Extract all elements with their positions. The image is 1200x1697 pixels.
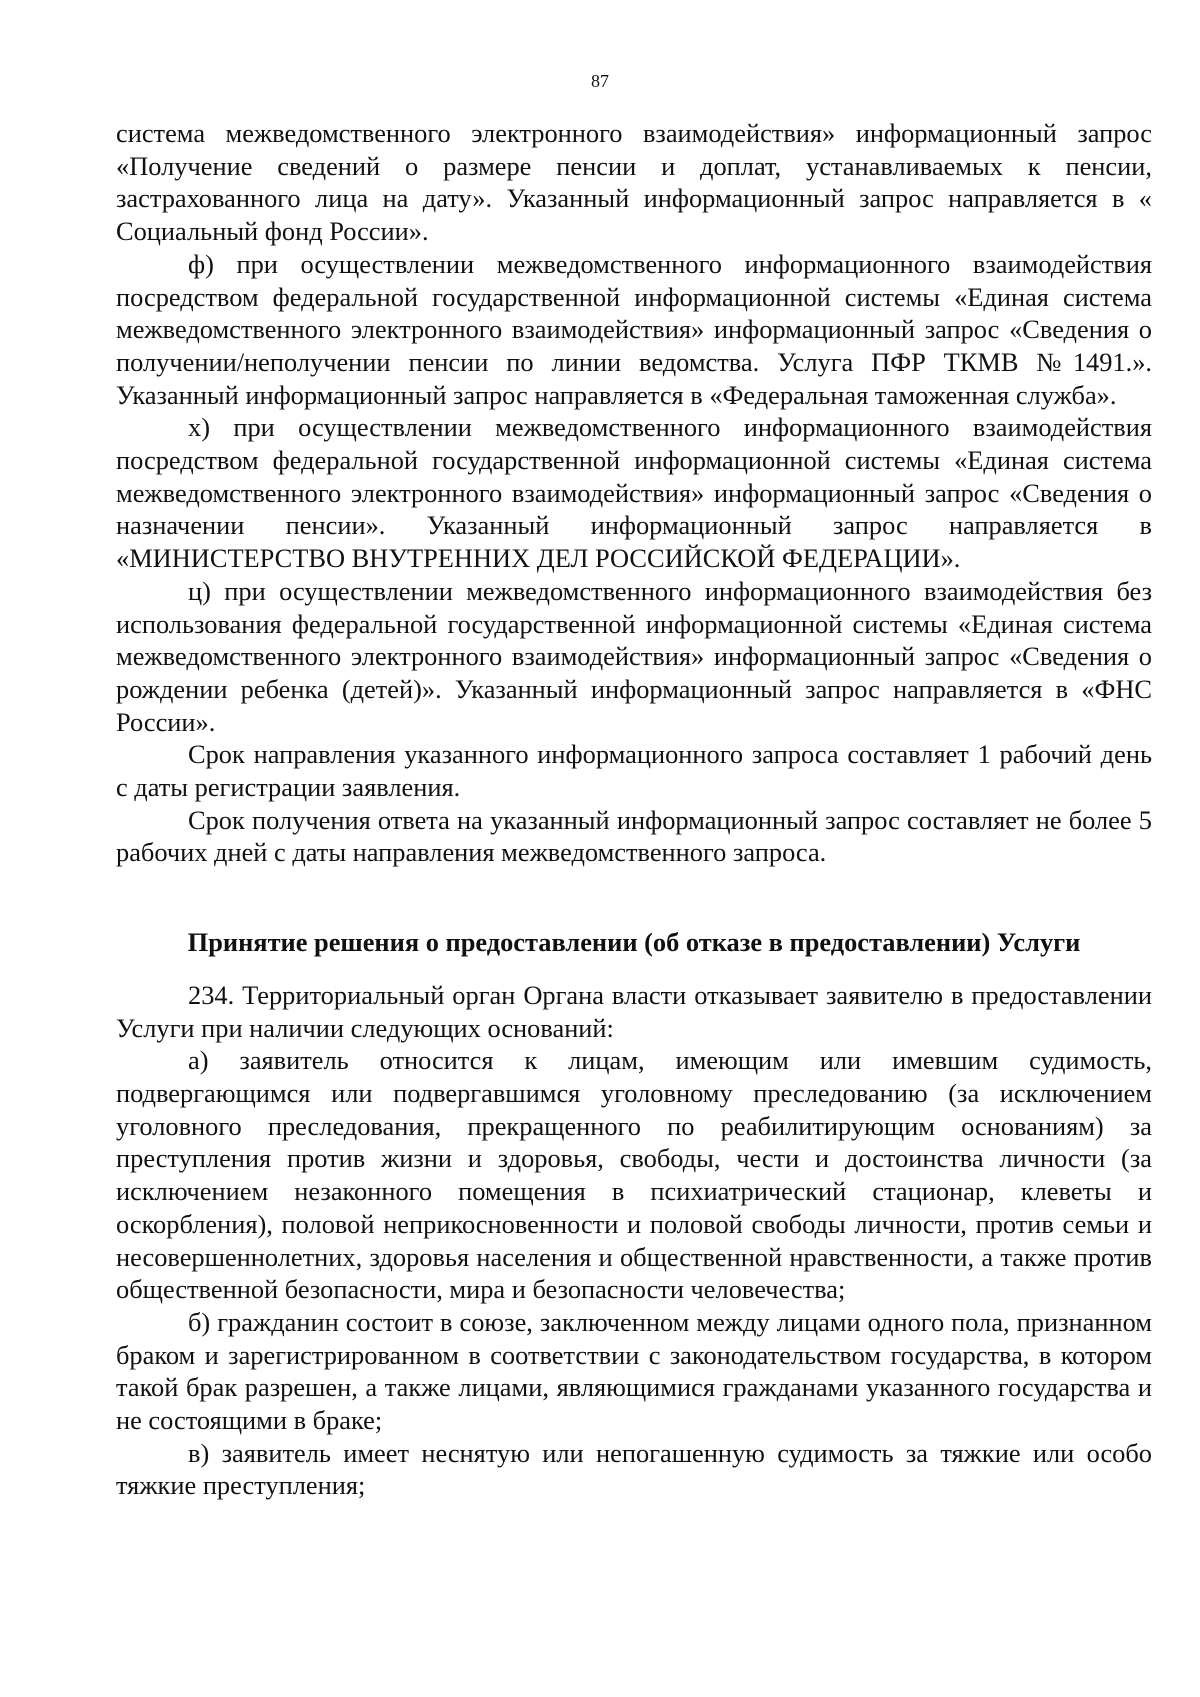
- document-body: [116, 117, 1152, 1502]
- page-number: 87: [591, 71, 609, 91]
- paragraph: в) заявитель имеет неснятую или непогашенную судимость за тяжкие или особо тяжкие преступления;: [116, 1437, 1152, 1501]
- paragraph: Срок получения ответа на указанный информационный запрос составляет не более 5 рабочих дней с даты направления межведомственного запроса.: [116, 804, 1152, 868]
- paragraph: х) при осуществлении межведомственного информационного взаимодействия посредством федеральной государственной информационной системы «Единая система межведомственного электронного взаимодействия» информационный запрос «Сведения о назначении пенсии». Указанный информационный запрос направляется в «МИНИСТЕРСТВО ВНУТРЕННИХ ДЕЛ РОССИЙСКОЙ ФЕДЕРАЦИИ».: [116, 412, 1152, 574]
- section-heading: Принятие решения о предоставлении (об отказе в предоставлении) Услуги: [187, 927, 1081, 958]
- paragraph: а) заявитель относится к лицам, имеющим или имевшим судимость, подвергающимся или подвергавшимся уголовному преследованию (за исключением уголовного преследования, прекращенного по реабилитирующим основаниям) за преступления против жизни и здоровья, свободы, чести и достоинства личности (за исключением незаконного помещения в психиатрический стационар, клеветы и оскорбления), половой неприкосновенности и половой свободы личности, против семьи и несовершеннолетних, здоровья населения и общественной нравственности, а также против общественной безопасности, мира и безопасности человечества;: [116, 1045, 1152, 1305]
- section-spacer: [116, 869, 1152, 926]
- paragraph: Срок направления указанного информационного запроса составляет 1 рабочий день с даты регистрации заявления.: [116, 739, 1152, 803]
- paragraph: ц) при осуществлении межведомственного информационного взаимодействия без использования федеральной государственной информационной системы «Единая система межведомственного электронного взаимодействия» информационный запрос «Сведения о рождении ребенка (детей)». Указанный информационный запрос направляется в «ФНС России».: [116, 575, 1152, 737]
- paragraph: система межведомственного электронного взаимодействия» информационный запрос «Получение сведений о размере пенсии и доплат, устанавливаемых к пенсии, застрахованного лица на дату». Указанный информационный запрос направляется в « Социальный фонд России».: [116, 118, 1152, 247]
- heading-spacer: [116, 959, 1152, 979]
- paragraph: б) гражданин состоит в союзе, заключенном между лицами одного пола, признанном браком и зарегистрированном в соответствии с законодательством государства, в котором такой брак разрешен, а также лицами, являющимися гражданами указанного государства и не состоящими в браке;: [116, 1306, 1152, 1436]
- paragraph: 234. Территориальный орган Органа власти отказывает заявителю в предоставлении Услуги при наличии следующих оснований:: [116, 979, 1152, 1043]
- paragraph: ф) при осуществлении межведомственного информационного взаимодействия посредством федеральной государственной информационной системы «Единая система межведомственного электронного взаимодействия» информационный запрос «Сведения о получении/неполучении пенсии по линии ведомства. Услуга ПФР ТКМВ №1491.». Указанный информационный запрос направляется в «Федеральная таможенная служба».: [116, 248, 1152, 410]
